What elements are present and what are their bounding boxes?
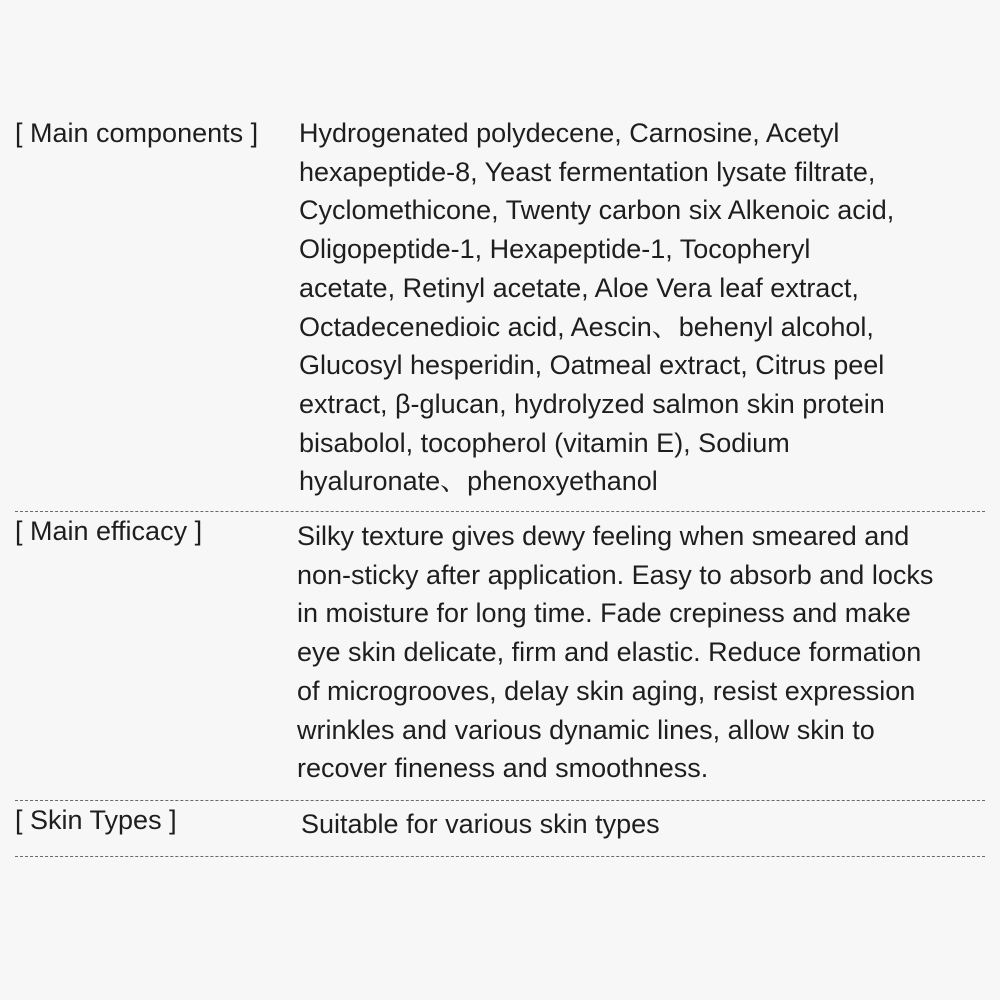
- spec-label-skin-types: [ Skin Types ]: [15, 804, 177, 835]
- spec-value-main-components: Hydrogenated polydecene, Carnosine, Acetyl hexapeptide-8, Yeast fermentation lysate filtrate, Cyclomethicone, Twenty carbon six Alkenoic acid, Oligopeptide-1, Hexapeptide-1, Tocopheryl acetate, Retinyl acetate, Aloe Vera leaf extract, Octadecenedioic acid, Aescin、behenyl alcohol, Glucosyl hesperidin, Oatmeal extract, Citrus peel extract, β-glucan, hydrolyzed salmon skin protein bisabolol, tocopherol (vitamin E), Sodium hyaluronate、phenoxyethanol: [299, 118, 895, 497]
- spec-row-main-components: [15, 114, 985, 511]
- spec-label-main-efficacy: [ Main efficacy ]: [15, 516, 203, 547]
- spec-row-main-efficacy: [15, 512, 985, 800]
- spec-label-main-components: [ Main components ]: [15, 118, 259, 148]
- spec-row-skin-types: [15, 801, 985, 856]
- product-spec-table: [15, 114, 985, 857]
- dashed-divider: [15, 856, 985, 857]
- spec-value-skin-types: Suitable for various skin types: [301, 808, 660, 839]
- spec-value-main-efficacy: Silky texture gives dewy feeling when smeared and non-sticky after application. Easy to absorb and locks in moisture for long time. Fade crepiness and make eye skin delicate, firm and elastic. Reduce formation of microgrooves, delay skin aging, resist expression wrinkles and various dynamic lines, allow skin to recover fineness and smoothness.: [297, 521, 934, 784]
